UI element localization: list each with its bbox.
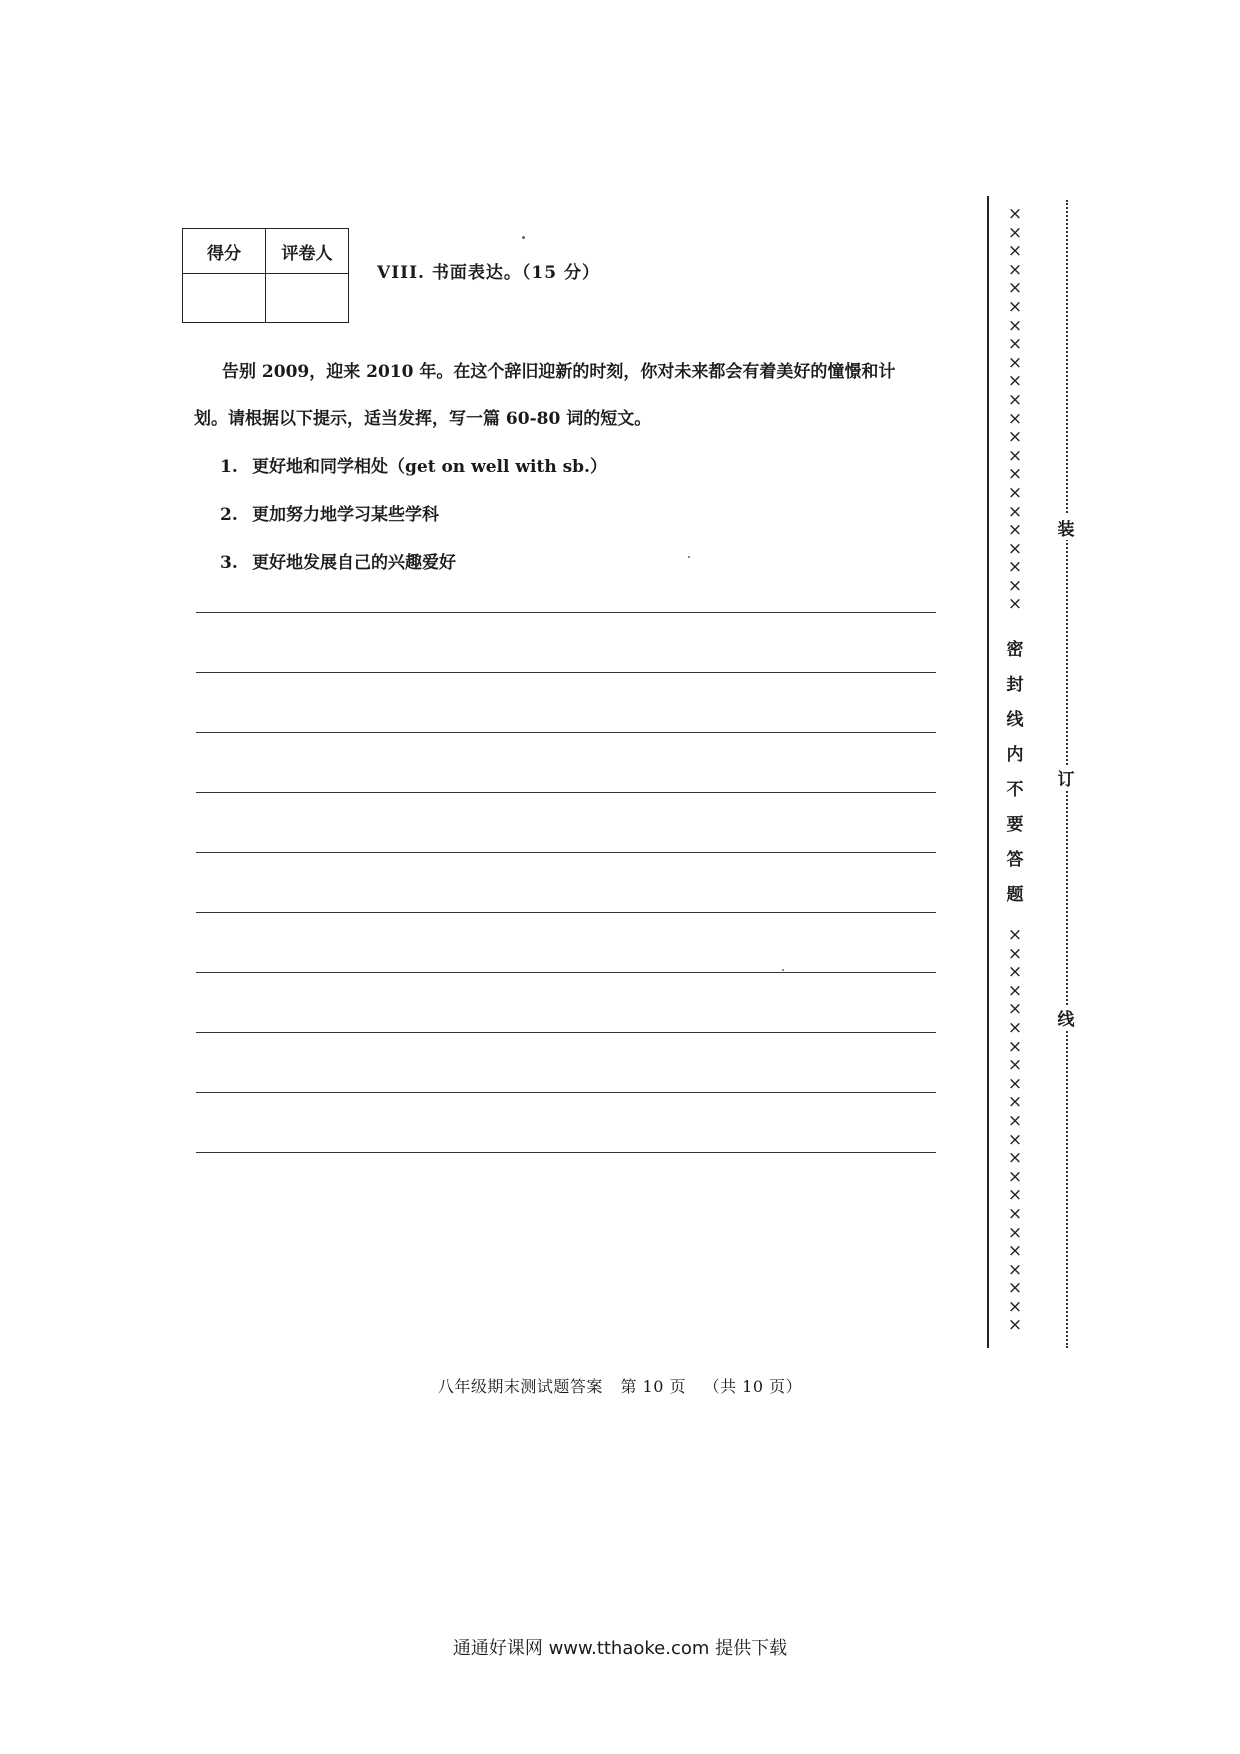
hint-number: 2.	[220, 505, 238, 525]
writing-line[interactable]	[196, 792, 936, 793]
section-title: VIII. 书面表达。（15 分）	[377, 263, 600, 283]
writing-line[interactable]	[196, 972, 936, 973]
seal-char: 线	[1006, 710, 1024, 730]
hint-text: 更好地发展自己的兴趣爱好	[252, 553, 456, 573]
hint-item	[220, 500, 439, 525]
scan-speck	[522, 236, 525, 239]
x-marks-top: ××××××××××××××××××××××	[1007, 204, 1023, 615]
seal-char: 内	[1006, 745, 1024, 765]
footer-exam: 八年级期末测试题答案	[437, 1377, 603, 1396]
page-footer	[0, 1374, 1240, 1397]
hint-text: 更好地和同学相处（get on well with sb.）	[252, 457, 607, 477]
footer-page: 第 10 页	[620, 1377, 686, 1396]
writing-line[interactable]	[196, 1092, 936, 1093]
seal-char: 题	[1006, 885, 1024, 905]
seal-char: 密	[1006, 640, 1024, 660]
writing-line[interactable]	[196, 1032, 936, 1033]
binding-solid-rule	[987, 196, 989, 1348]
score-cell[interactable]	[183, 274, 266, 323]
bind-label-zhuang: 装	[1052, 515, 1080, 540]
writing-line[interactable]	[196, 852, 936, 853]
writing-line[interactable]	[196, 672, 936, 673]
prompt-line-2: 划。请根据以下提示，适当发挥，写一篇 60-80 词的短文。	[194, 409, 652, 429]
seal-char: 封	[1006, 675, 1024, 695]
writing-line[interactable]	[196, 612, 936, 613]
scan-speck	[782, 969, 784, 971]
hint-number: 1.	[220, 457, 238, 477]
seal-char: 要	[1006, 815, 1024, 835]
download-watermark: 通通好课网 www.tthaoke.com 提供下载	[452, 1638, 788, 1659]
prompt-line-1: 告别 2009，迎来 2010 年。在这个辞旧迎新的时刻，你对未来都会有着美好的憧憬和计	[222, 362, 896, 382]
grader-cell[interactable]	[266, 274, 349, 323]
footer-total: （共 10 页）	[703, 1377, 803, 1396]
writing-line[interactable]	[196, 1152, 936, 1153]
seal-char: 答	[1006, 850, 1024, 870]
hint-item	[220, 452, 607, 477]
bind-label-ding: 订	[1052, 765, 1080, 790]
seal-char: 不	[1006, 780, 1024, 800]
hint-number: 3.	[220, 553, 238, 573]
x-marks-bottom: ××××××××××××××××××××××	[1007, 925, 1023, 1336]
grader-label: 评卷人	[266, 229, 349, 274]
score-label: 得分	[183, 229, 266, 274]
writing-line[interactable]	[196, 912, 936, 913]
scan-speck	[688, 556, 690, 558]
hint-item	[220, 548, 456, 573]
hint-text: 更加努力地学习某些学科	[252, 505, 439, 525]
score-box	[182, 228, 349, 323]
bind-label-xian: 线	[1052, 1005, 1080, 1030]
writing-line[interactable]	[196, 732, 936, 733]
